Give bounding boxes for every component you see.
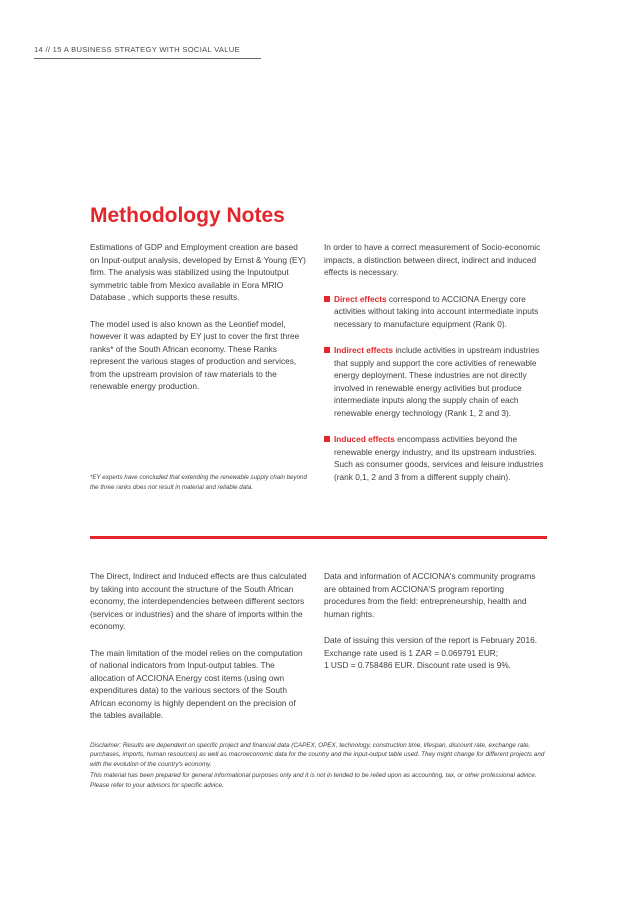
effects-calculation-paragraph: The Direct, Indirect and Induced effects are thus calculated by taking into account the structure of the South African economy, the interdependencies between different sectors (services or industries) and the share of imports within the economy. <box>90 571 307 631</box>
community-data-paragraph: Data and information of ACCIONA's community programs are obtained from ACCIONA'S program reporting procedures from the field: entrepreneurship, health and human rights. <box>324 571 536 619</box>
disclaimer-results: Disclaimer: Results are dependent on specific project and financial data (CAPEX, OPEX, technology, construction time, lifespan, discount rate, exchange rate, purchases, imports, human resources) as well as macroeconomic data for the country and the input-output table used. They might change for different projects and with the evolution of the country's economy. <box>90 742 545 768</box>
usd-rate-line: 1 USD = 0.758486 EUR. Discount rate used is 9%. <box>324 660 512 670</box>
report-date-paragraph <box>324 634 546 672</box>
red-square-bullet-icon <box>324 436 330 442</box>
gdp-estimation-paragraph: Estimations of GDP and Employment creation are based on Input-output analysis, developed by Ernst & Young (EY) firm. The analysis was stabilized using the Inputoutput symmetric table from Mexico available in Eora MRIO Database , which supports these results. <box>90 242 306 302</box>
page-header: 14 // 15 A BUSINESS STRATEGY WITH SOCIAL VALUE <box>34 45 261 59</box>
red-square-bullet-icon <box>324 347 330 353</box>
indirect-effects-term: Indirect effects <box>334 345 394 355</box>
leontief-model-paragraph: The model used is also known as the Leontief model, however it was adapted by EY just to cover the first three ranks* of the South African economy. These Ranks represent the various stages of production and services, from the upstream provision of raw materials to the renewable energy production. <box>90 318 300 391</box>
exchange-rate-line: Exchange rate used is 1 ZAR = 0.069791 EUR; <box>324 647 499 658</box>
lower-left-column <box>90 570 308 736</box>
issue-date-line: Date of issuing this version of the report is February 2016. <box>324 635 538 645</box>
model-limitation-paragraph: The main limitation of the model relies on the computation of national indicators from Input-output tables. The allocation of ACCIONA Energy cost items (using own expenditures data) to the various sectors of the South African economy is highly dependent on the precision of the tables available. <box>90 647 303 720</box>
induced-effects-item <box>324 433 546 483</box>
disclaimer <box>90 741 548 792</box>
induced-effects-text: encompass activities beyond the renewable energy industry, and its upstream industries. Such as consumer goods, services and leisure industries (rank 0,1, 2 and 3 from a different supply chain). <box>334 434 544 482</box>
upper-left-column <box>90 241 308 407</box>
ey-footnote: *EY experts have concluded that extending the renewable supply chain beyond the three ranks does not result in material and reliable data. <box>90 474 307 491</box>
upper-right-column <box>324 241 546 497</box>
lower-right-column <box>324 570 546 686</box>
disclaimer-advice: This material has been prepared for general informational purposes only and it is not in tended to be relied upon as accounting, tax, or other professional advice. Please refer to your advisors for specific advice. <box>90 772 537 789</box>
effects-intro-paragraph: In order to have a correct measurement of Socio-economic impacts, a distinction between direct, indirect and induced effects is necessary. <box>324 242 541 277</box>
red-square-bullet-icon <box>324 296 330 302</box>
section-divider <box>90 536 547 539</box>
indirect-effects-item <box>324 344 546 419</box>
page-title: Methodology Notes <box>90 204 285 227</box>
direct-effects-text: correspond to ACCIONA Energy core activities without taking into account intermediate inputs necessary to manufacture equipment (Rank 0). <box>334 293 539 329</box>
direct-effects-item <box>324 293 546 331</box>
direct-effects-term: Direct effects <box>334 293 387 304</box>
indirect-effects-text: include activities in upstream industries that supply and support the core activities of renewable energy deployment. These industries are not directly involved in renewable energy activities but produce intermediate inputs along the supply chain of each renewable energy technology (Rank 1, 2 and 3). <box>334 345 540 418</box>
induced-effects-term: Induced effects <box>334 434 395 444</box>
